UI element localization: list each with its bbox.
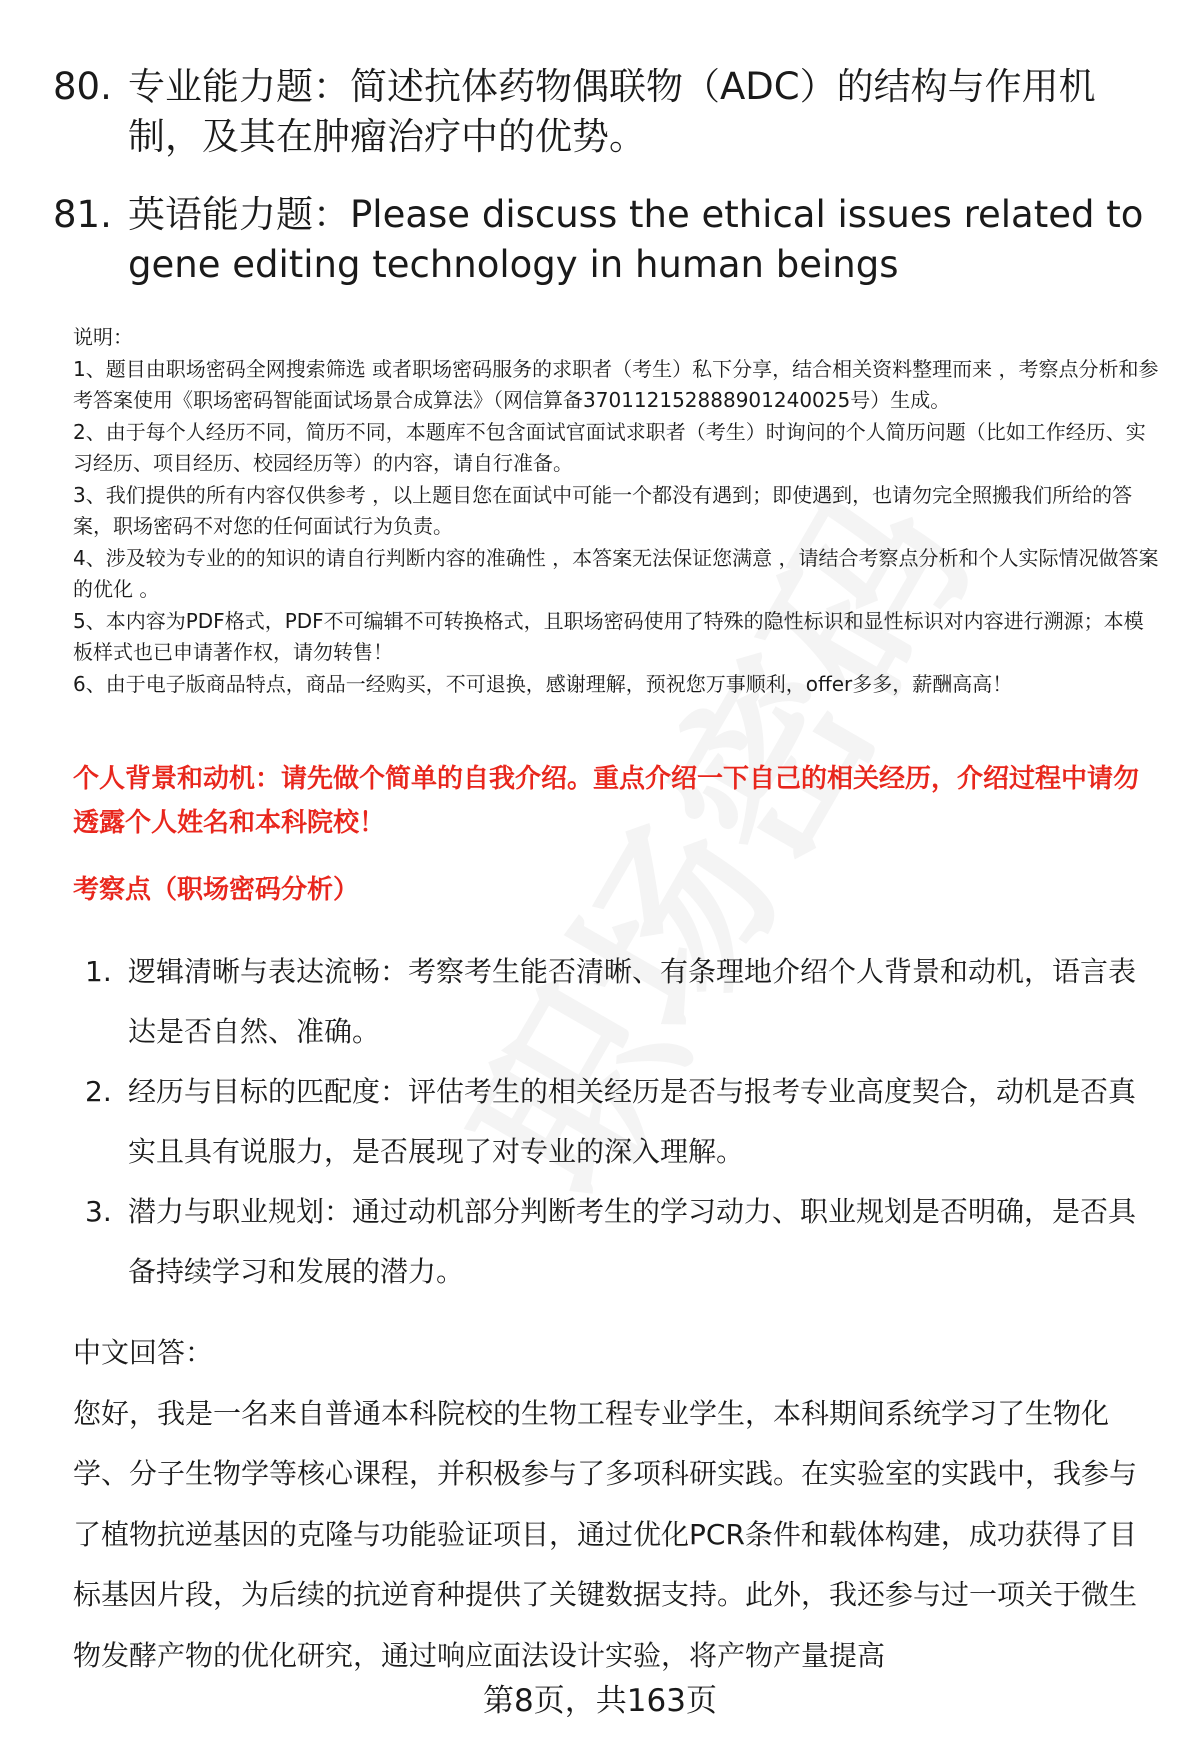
item-number: 3. [85, 1195, 112, 1228]
notes-section [73, 322, 1163, 700]
question-number: 81. [53, 193, 112, 236]
interview-question: 个人背景和动机：请先做个简单的自我介绍。重点介绍一下自己的相关经历，介绍过程中请勿透露个人姓名和本科院校！ [73, 764, 1140, 838]
answer-label: 中文回答： [73, 1336, 214, 1369]
note-item: 2、由于每个人经历不同，简历不同，本题库不包含面试官面试求职者（考生）时询问的个人简历问题（比如工作经历、实习经历、项目经历、校园经历等）的内容，请自行准备。 [73, 419, 1146, 475]
notes-title: 说明： [73, 325, 133, 349]
note-item: 6、由于电子版商品特点，商品一经购买，不可退换，感谢理解，预祝您万事顺利，offer多多，薪酬高高！ [73, 671, 1013, 696]
answer-text: 您好，我是一名来自普通本科院校的生物工程专业学生，本科期间系统学习了生物化学、分子生物学等核心课程，并积极参与了多项科研实践。在实验室的实践中，我参与了植物抗逆基因的克隆与功能验证项目，通过优化PCR条件和载体构建，成功获得了目标基因片段，为后续的抗逆育种提供了关键数据支持。此外，我还参与过一项关于微生物发酵产物的优化研究，通过响应面法设计实验，将产物产量提高 [73, 1396, 1138, 1672]
item-number: 2. [85, 1075, 112, 1108]
analysis-item [85, 1182, 1155, 1302]
item-text: 逻辑清晰与表达流畅：考察考生能否清晰、有条理地介绍个人背景和动机，语言表达是否自然、准确。 [128, 955, 1137, 1048]
analysis-list [85, 942, 1155, 1302]
question-81 [53, 190, 1163, 290]
note-item: 4、涉及较为专业的的知识的请自行判断内容的准确性 ，本答案无法保证您满意 ，请结合考察点分析和个人实际情况做答案的优化 。 [73, 545, 1159, 601]
note-item: 5、本内容为PDF格式，PDF不可编辑不可转换格式，且职场密码使用了特殊的隐性标识和显性标识对内容进行溯源；本模板样式也已申请著作权，请勿转售！ [73, 608, 1144, 664]
note-item: 3、我们提供的所有内容仅供参考 ，以上题目您在面试中可能一个都没有遇到；即使遇到，也请勿完全照搬我们所给的答案，职场密码不对您的任何面试行为负责。 [73, 482, 1133, 538]
question-number: 80. [53, 65, 112, 108]
item-text: 潜力与职业规划：通过动机部分判断考生的学习动力、职业规划是否明确，是否具备持续学习和发展的潜力。 [128, 1195, 1137, 1288]
question-text: 英语能力题：Please discuss the ethical issues related to gene editing technology in human beings [128, 193, 1144, 286]
analysis-title: 考察点（职场密码分析） [73, 875, 360, 905]
page-footer: 第8页，共163页 [483, 1683, 717, 1719]
note-item: 1、题目由职场密码全网搜索筛选 或者职场密码服务的求职者（考生）私下分享，结合相关资料整理而来 ，考察点分析和参考答案使用《职场密码智能面试场景合成算法》（网信算备370112152888901240025号）生成。 [73, 356, 1159, 412]
item-text: 经历与目标的匹配度：评估考生的相关经历是否与报考专业高度契合，动机是否真实且具有说服力，是否展现了对专业的深入理解。 [128, 1075, 1137, 1168]
answer-section [73, 1323, 1153, 1686]
question-text: 专业能力题：简述抗体药物偶联物（ADC）的结构与作用机制，及其在肿瘤治疗中的优势。 [128, 65, 1096, 158]
analysis-item [85, 1062, 1155, 1182]
question-80 [53, 62, 1163, 162]
item-number: 1. [85, 955, 112, 988]
analysis-item [85, 942, 1155, 1062]
